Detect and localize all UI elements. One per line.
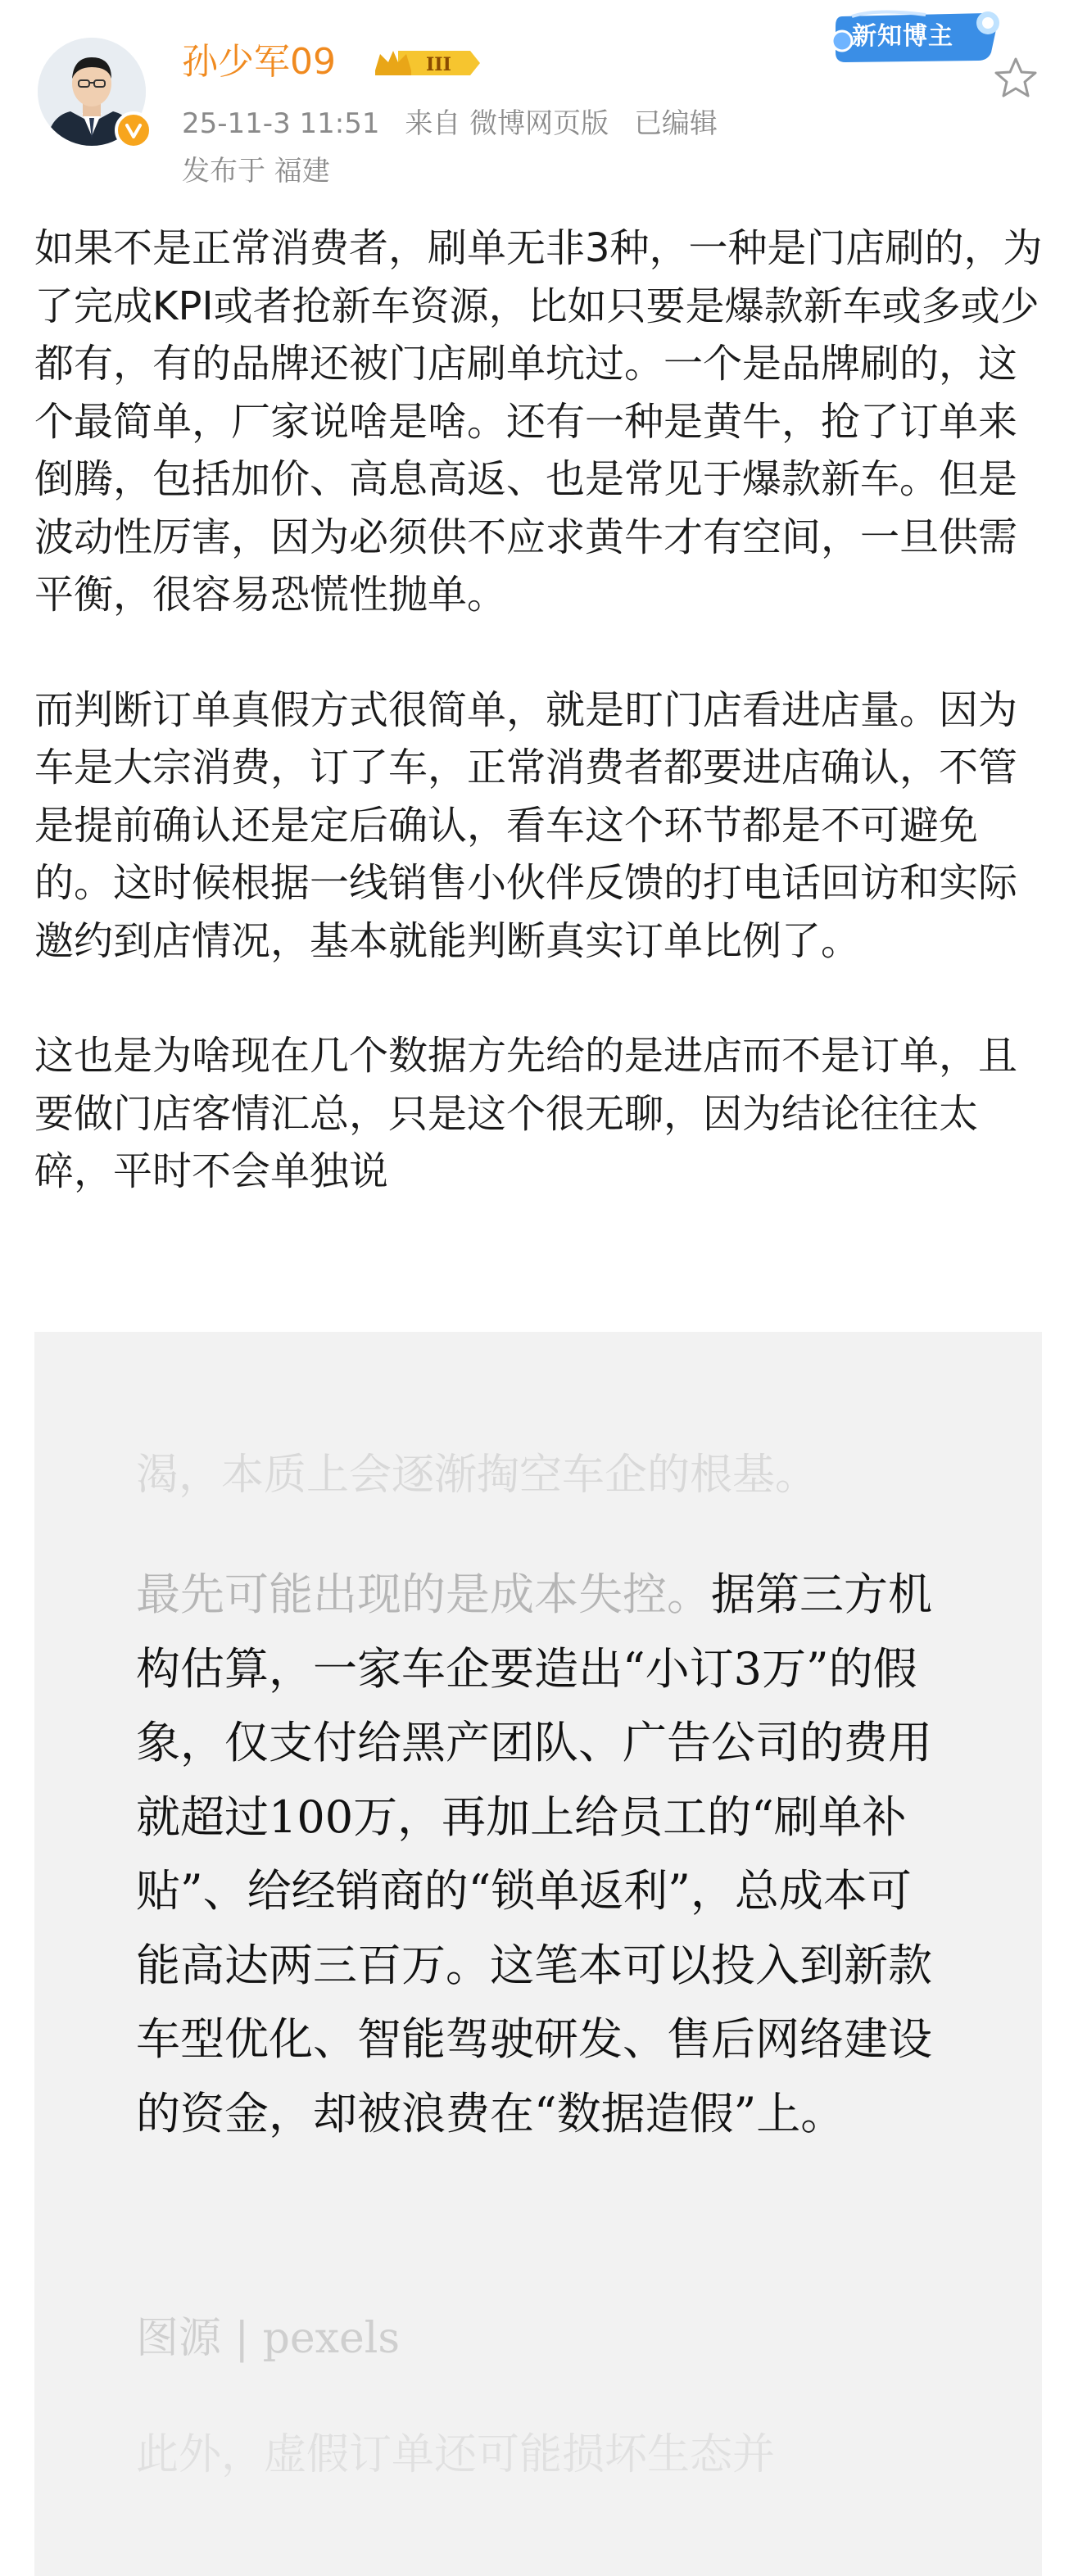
favorite-button[interactable] [991, 54, 1040, 103]
embed-body: 据第三方机构估算，一家车企要造出“小订3万”的假象，仅支付给黑产团队、广告公司的费用就超过100万，再加上给员工的“刷单补贴”、给经销商的“锁单返利”，总成本可能高达两三百万。这笔本可以投入到新款车型优化、智能驾驶研发、售后网络建设的资金，却被浪费在“数据造假”上。 [136, 1569, 932, 2139]
edit-status[interactable]: 已编辑 [633, 107, 718, 140]
embed-top-fragment: 渴，本质上会逐渐掏空车企的根基。 [136, 1451, 818, 1500]
embed-bottom-fragment: 此外，虚假订单还可能损坏生态并 [136, 2430, 776, 2479]
embed-paragraph [136, 1558, 955, 2151]
embed-caption: 图源 | pexels [136, 2314, 401, 2363]
verified-v-icon [115, 111, 152, 149]
post-paragraph: 如果不是正常消费者，刷单无非3种，一种是门店刷的，为了完成KPI或者抢新车资源，比如只要是爆款新车或多或少都有，有的品牌还被门店刷单坑过。一个是品牌刷的，这个最简单，厂家说啥是啥。还有一种是黄牛，抢了订单来倒腾，包括加价、高息高返、也是常见于爆款新车。但是波动性厉害，因为必须供不应求黄牛才有空间，一旦供需平衡，很容易恐慌性抛单。 [34, 225, 1043, 618]
post-text [34, 220, 1044, 1201]
level-badge[interactable] [374, 46, 482, 80]
paragraph-spacer [34, 970, 1044, 1027]
author-name[interactable]: 孙少军09 [182, 41, 336, 83]
star-icon [991, 54, 1040, 103]
paragraph-spacer [34, 624, 1044, 681]
post-location: 发布于 福建 [182, 155, 330, 188]
embed-article-text [136, 1558, 955, 2151]
post-meta [182, 105, 734, 143]
post-header [0, 0, 1078, 197]
post-paragraph: 而判断订单真假方式很简单，就是盯门店看进店量。因为车是大宗消费，订了车，正常消费者都要进店确认，不管是提前确认还是定后确认，看车这个环节都是不可避免的。这时候根据一线销售小伙伴反馈的打电话回访和实际邀约到店情况，基本就能判断真实订单比例了。 [34, 686, 1018, 964]
embed-lead: 最先可能出现的是成本失控。 [136, 1569, 711, 1620]
post-paragraph: 这也是为啥现在几个数据方先给的是进店而不是订单，且要做门店客情汇总，只是这个很无聊，因为结论往往太碎，平时不会单独说 [34, 1033, 1018, 1194]
post-datetime: 25-11-3 11:51 [182, 107, 380, 140]
level-badge-label: III [426, 54, 451, 75]
post-source[interactable]: 来自 微博网页版 [405, 107, 609, 140]
embedded-image[interactable] [34, 1332, 1042, 2576]
new-blogger-label: 新知博主 [852, 22, 953, 51]
